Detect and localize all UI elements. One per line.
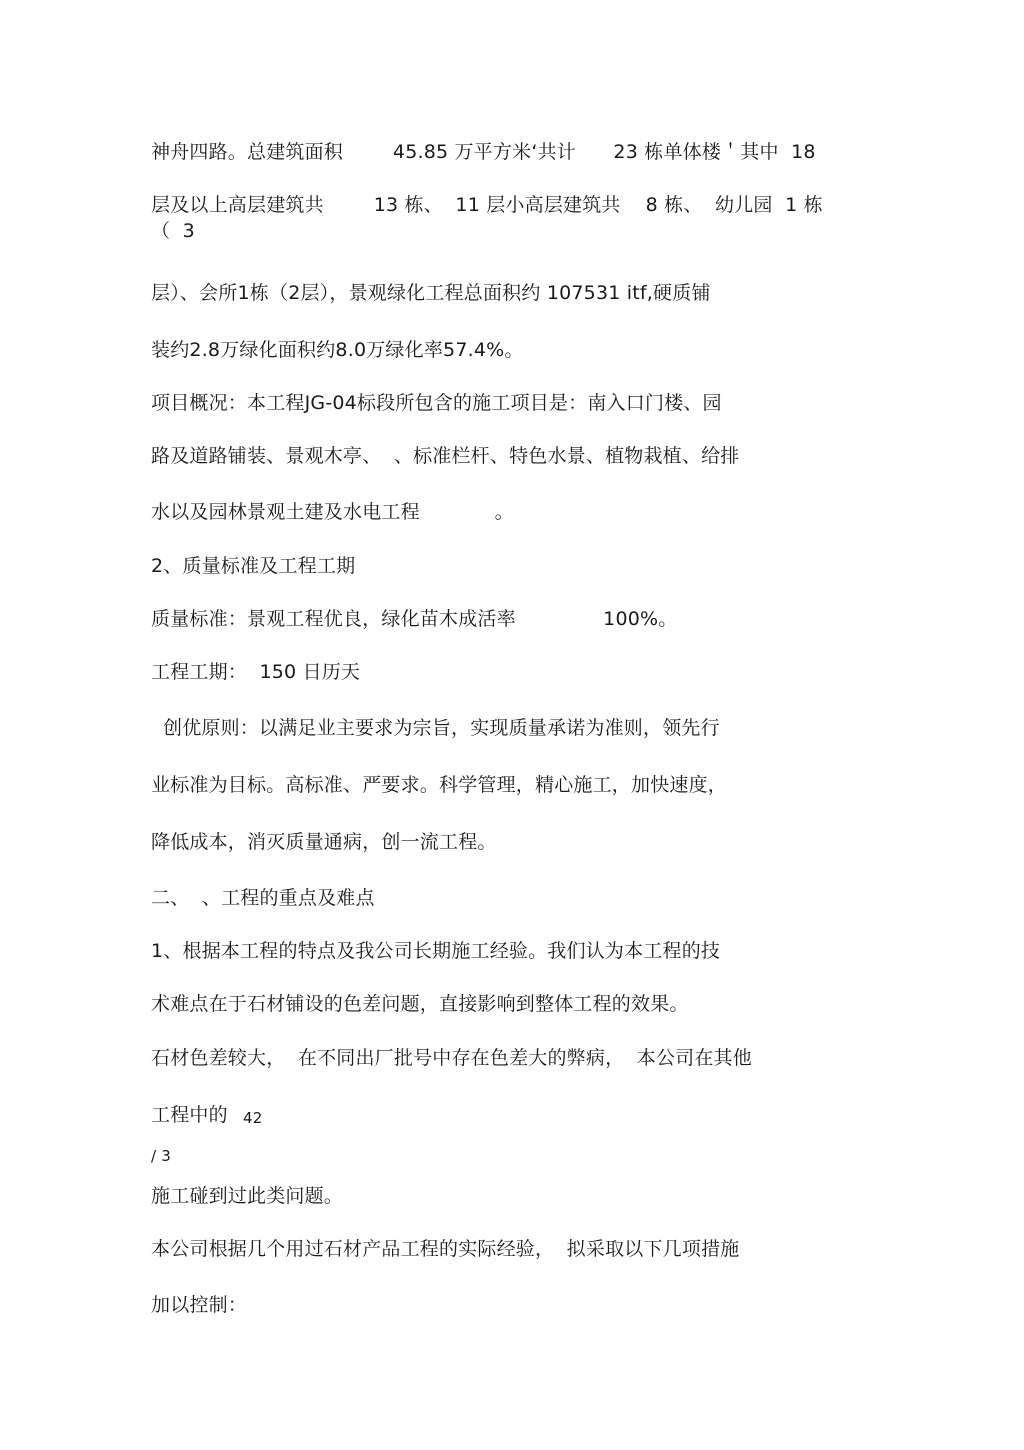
- text-line-8: 水以及园林景观土建及水电工程 。: [151, 501, 514, 523]
- text-line-4: 层）、会所1栋（2层），景观绿化工程总面积约 107531 itf,硬质铺: [151, 282, 711, 304]
- text-line-16: 1、根据本工程的特点及我公司长期施工经验。我们认为本工程的技: [151, 940, 721, 962]
- section-heading-key-points: 二、 、工程的重点及难点: [151, 887, 375, 909]
- text-line-12: 创优原则：以满足业主要求为宗旨，实现质量承诺为准则，领先行: [163, 717, 720, 739]
- text-line-10: 质量标准：景观工程优良，绿化苗木成活率 100%。: [151, 608, 678, 630]
- text-line-23: 本公司根据几个用过石材产品工程的实际经验， 拟采取以下几项措施: [151, 1238, 740, 1260]
- text-line-2: 层及以上高层建筑共 13 栋、 11 层小高层建筑共 8 栋、 幼儿园 1 栋: [151, 194, 823, 216]
- page-total: / 3: [151, 1147, 171, 1165]
- text-line-1: 神舟四路。总建筑面积 45.85 万平方米‘共计 23 栋单体楼＇其中 18: [151, 141, 816, 163]
- text-line-19: 工程中的: [151, 1104, 228, 1126]
- text-line-14: 降低成本，消灭质量通病，创一流工程。: [151, 831, 497, 853]
- text-line-24: 加以控制：: [151, 1294, 248, 1316]
- text-line-13: 业标准为目标。高标准、严要求。科学管理，精心施工，加快速度，: [151, 774, 728, 796]
- text-line-3: （ 3: [151, 220, 195, 242]
- text-line-22: 施工碰到过此类问题。: [151, 1185, 344, 1207]
- text-line-6: 项目概况：本工程JG-04标段所包含的施工项目是：南入口门楼、园: [151, 392, 722, 414]
- page-number: 42: [243, 1109, 263, 1127]
- section-heading-quality: 2、质量标准及工程工期: [151, 555, 356, 577]
- text-line-11: 工程工期： 150 日历天: [151, 661, 361, 683]
- text-line-17: 术难点在于石材铺设的色差问题，直接影响到整体工程的效果。: [151, 993, 689, 1015]
- text-line-7: 路及道路铺装、景观木亭、 、标准栏杆、特色水景、植物栽植、给排: [151, 445, 740, 467]
- text-line-5: 装约2.8万绿化面积约8.0万绿化率57.4%。: [151, 339, 524, 361]
- text-line-18: 石材色差较大， 在不同出厂批号中存在色差大的弊病， 本公司在其他: [151, 1047, 752, 1069]
